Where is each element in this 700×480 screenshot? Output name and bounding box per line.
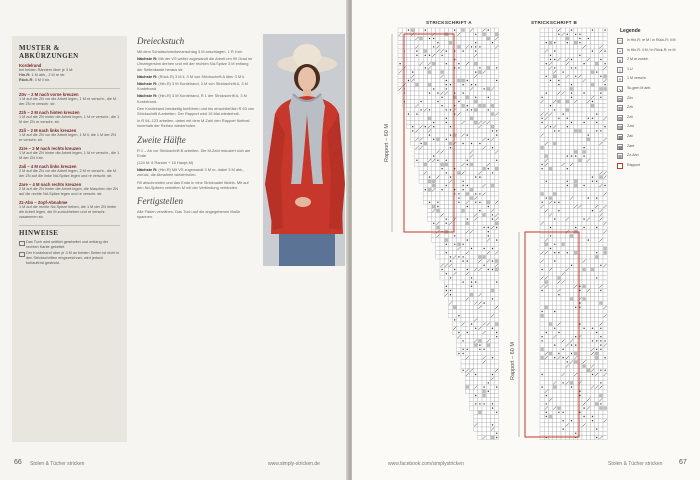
legend-item: × 1 M verschr. [618, 76, 647, 83]
abbreviation-label: Zzli – 2 M nach links kreuzen [19, 128, 77, 133]
footer-url-left: www.simply-stricken.de [268, 461, 320, 467]
cable4-right-icon: ▩ [618, 144, 623, 150]
abbreviation-text: 2 M auf die ZN hinter die Arbeit legen, die Maschen der ZN auf die rechte Nd-Spitze legen und re verschr. str. [19, 187, 118, 196]
instruction-row: Nächste R: (Hin-R) 3 M Kordelrand, R 1 der Strickschrift A, 3 M Kordelrand. [137, 93, 247, 104]
legend-item: □ in Hin-R: re M / in Rück-R: li M [618, 38, 676, 44]
legend-item: ▨ Zzli [618, 114, 633, 121]
cable4-left-icon: ▦ [618, 134, 623, 140]
chart-a-grid [398, 28, 499, 440]
intro-text: Mit dem Schaltschneckenanschlag 3 M anschlagen, 1 R li str. [137, 49, 243, 54]
paragraph: Alle Fäden vernähen. Das Tuch auf die angegebenen Maße spannen. [137, 209, 241, 220]
paragraph: R 1 – Ab vor Strickschrift B arbeiten. Die M-Zahl reduziert sich am Ende. [137, 147, 251, 158]
page-number-left: 66 [14, 459, 22, 466]
abbreviation-label: Zz-Abn – Zopf-Abnahme [19, 200, 68, 205]
legend-item: ○ 1 U [618, 66, 633, 73]
instruction-row: Nächste R: (Hin-R) Mit VS zugewandt 3 M re, dabei 3 M abk., zurück, die Abnahme wiederholen. [137, 167, 245, 178]
page-footer-right: Stolen & Tücher stricken [608, 461, 663, 467]
legend-title: Legende [620, 28, 641, 34]
instruction-row: Nächste R: Mit der VS weiter zugewandt die Arbeit um 90 Grad im Uhrzeigersinn drehen und mit der rechten Nd-Spitze 3 M entlang der Seitenkante heraus str. [137, 56, 253, 72]
rapport-label-a: Rapport – 60 M [384, 124, 390, 162]
hints-title: HINWEISE [19, 229, 59, 237]
rapport-box-icon [617, 163, 623, 169]
chart-b-grid [540, 28, 607, 440]
heading-fertigstellen: Fertigstellen [137, 196, 183, 207]
abbreviation-label: Zzh – 2 M nach hinten kreuzen [19, 110, 80, 115]
legend-item: ▩ Zare [618, 143, 635, 150]
hint-item: Das Tuch wird seitlich gearbeitet und entlang der rechten Kante gekettet. [19, 240, 120, 250]
legend-item: ▤ Zöv [618, 95, 633, 102]
yarnover-icon: ○ [618, 67, 622, 73]
abbreviation-label: Zöv – 2 M nach vorne kreuzen [19, 92, 79, 97]
abbreviation-text: 1 M auf die ZN vor die Arbeit legen, 1 M li, die 1 M der ZN re verschr. str. [19, 133, 116, 142]
legend-item: ↘ Sk-gem M abh. [618, 85, 652, 92]
legend-item: ∧ 2 M re zusstr. [618, 57, 649, 64]
chart-legend [617, 37, 687, 171]
abbreviation-label: Zare – 4 M nach rechts kreuzen [19, 182, 82, 187]
legend-item: ▧ Zzre [618, 124, 635, 131]
twisted-icon: × [618, 77, 622, 83]
chart-b-title: STRICKSCHRIFT B [531, 20, 578, 25]
hint-item: Der Kordelrand über je 3 M an beiden Seiten ist nicht in den Strickschriften eingezeichnet, wird jedoch fortlaufend gestrickt. [19, 251, 120, 266]
legend-item: ⊠ Zz-Abn [618, 153, 639, 160]
abbreviation-label: Zzre – 2 M nach rechts kreuzen [19, 146, 81, 151]
footer-url-right: www.facebook.com/simplystricken [388, 461, 464, 467]
cable-left-icon: ▨ [618, 115, 623, 121]
heading-dreieckstuch: Dreieckstuch [137, 36, 185, 46]
instruction-row: Nächste R: (Rück-R) 3 M li, 3 M von Strickschrift A über 3 M li. [137, 73, 246, 79]
cable-decrease-icon: ⊠ [618, 154, 622, 160]
kordelrand-text: bei beiden Rändern über je 3 M: [19, 68, 74, 72]
dot-icon: • [617, 48, 623, 54]
page-footer-left: Stolen & Tücher stricken [30, 461, 85, 467]
paragraph: (124 M: 6 Randm + 18 Haupt-M) [137, 160, 194, 166]
cable-right-icon: ▧ [618, 125, 623, 131]
rueck-row: Rück-R: 3 M li str. [19, 78, 50, 82]
cable-front-icon: ▤ [618, 96, 623, 102]
decrease-icon: ∧ [618, 58, 622, 64]
page-number-right: 67 [679, 459, 687, 466]
legend-item: Rapport [617, 162, 687, 171]
abbreviation-text: 1 M auf die ZN hinter die Arbeit legen, 1 M re verschr., die 1 M der ZN li str. [19, 151, 120, 160]
abbreviation-text: 2 M auf die ZN vor die Arbeit legen, 2 M re verschr., die M der ZN auf die linke Nd-Spitze legen und re verschr. str. [19, 169, 117, 178]
legend-item: • in Hin-R: li M / in Rück-R: re M [617, 47, 687, 56]
cable-back-icon: ▥ [618, 106, 623, 112]
paragraph: Den Kordelrand beidseitig fortführen und bis einschließlich R 63 von Strickschrift A arbeiten. Der Rapport wird 19 Mal wiederholt. [137, 105, 255, 117]
legend-item: ▦ Zali [618, 133, 633, 140]
sidebar-title: MUSTER & ABKÜRZUNGEN [19, 44, 79, 60]
abbreviation-text: 1 M auf die ZN vor die Arbeit legen, 1 M re verschr., die M der ZN re verschr. str. [19, 97, 117, 106]
rapport-label-b: Rapport – 60 M [510, 342, 516, 380]
paragraph: In R 64–123 arbeiten, dabei mit dem M-Zahl den Rapport fünfmal innerhalb der Reihen wiederholen. [137, 118, 250, 129]
abbreviation-text: 1 M auf die rechte Nd-Spitze heben, die 1 M der ZN hinter die Arbeit legen, die M zurückheben und re verschr. zusammen str. [19, 205, 117, 219]
kordelrand-heading: Kordelrand [19, 63, 42, 68]
hin-row: Hin-R: 1 M abh., 2 M re str. [19, 73, 66, 77]
paragraph: Fill abschneiden und das Ende in eine Stricknadel fädeln. Mit auf den Nd-Spitzen verteilten M mit der Verbindung verbinden. [137, 179, 249, 190]
abbreviation-text: 1 M auf die ZN hinter die Arbeit legen, 1 M re verschr., die 1 M der ZN re verschr. str. [19, 115, 120, 124]
blank-square-icon: □ [618, 39, 622, 44]
abbreviation-label: Zali – 4 M nach links kreuzen [19, 164, 77, 169]
instruction-row: Nächste R: (Hin-R) 3 M Kordelrand, 3 M von Strickschrift A, 3 M Kordelrand. [137, 81, 248, 92]
heading-zweite-haelfte: Zweite Hälfte [137, 134, 186, 145]
chart-a-title: STRICKSCHRIFT A [426, 20, 472, 25]
slip-icon: ↘ [618, 86, 622, 92]
legend-item: ▥ Zzh [618, 105, 633, 112]
